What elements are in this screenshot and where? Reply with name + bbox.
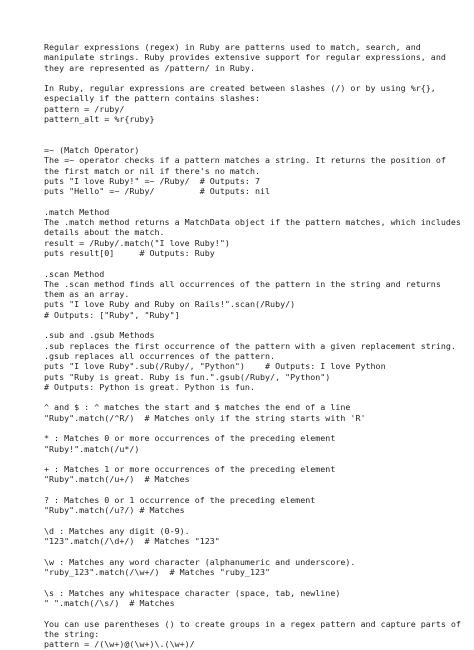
text-line: "Ruby".match(/^R/) # Matches only if the string starts with 'R': [44, 412, 366, 423]
text-line: pattern = /ruby/: [44, 103, 125, 114]
text-line: + : Matches 1 or more occurrences of the preceding element: [44, 464, 336, 475]
text-line: " ".match(/\s/) # Matches: [44, 598, 175, 609]
text-line: =~ (Match Operator): [44, 144, 140, 155]
text-line: [44, 135, 464, 145]
text-line: You can use parentheses () to create groups in a regex pattern and capture parts of: [44, 618, 461, 629]
text-line: The .scan method finds all occurrences of the pattern in the string and returns: [44, 278, 441, 289]
text-line: [44, 196, 464, 206]
text-line: [44, 547, 464, 557]
text-line: ^ and $ : ^ matches the start and $ matches the end of a line: [44, 402, 351, 413]
text-line: [44, 454, 464, 464]
text-line: they are represented as /pattern/ in Ruby.: [44, 62, 255, 73]
text-line: \s : Matches any whitespace character (space, tab, newline): [44, 587, 341, 598]
text-line: [44, 320, 464, 330]
text-line: * : Matches 0 or more occurrences of the preceding element: [44, 433, 336, 444]
text-line: puts "I love Ruby!" =~ /Ruby/ # Outputs: 7: [44, 175, 261, 186]
text-line: manipulate strings. Ruby provides extensive support for regular expressions, and: [44, 52, 446, 63]
text-line: .scan Method: [44, 268, 105, 279]
text-line: [44, 485, 464, 495]
text-line: "Ruby".match(/u?/) # Matches: [44, 505, 185, 516]
text-line: # Outputs: ["Ruby", "Ruby"]: [44, 309, 180, 320]
text-line: "Ruby!".match(/u*/): [44, 443, 140, 454]
text-line: puts result[0] # Outputs: Ruby: [44, 247, 215, 258]
text-line: details about the match.: [44, 227, 165, 238]
document-body: [44, 42, 464, 650]
text-line: .sub and .gsub Methods: [44, 330, 155, 341]
text-line: the first match or nil if there's no match.: [44, 165, 261, 176]
text-line: [44, 73, 464, 83]
text-line: puts "I love Ruby".sub(/Ruby/, "Python") # Outputs: I love Python: [44, 361, 386, 372]
text-line: [44, 577, 464, 587]
text-line: .gsub replaces all occurrences of the pattern.: [44, 350, 276, 361]
text-line: them as an array.: [44, 289, 130, 300]
text-line: Regular expressions (regex) in Ruby are patterns used to match, search, and: [44, 42, 421, 52]
text-line: [44, 392, 464, 402]
text-line: [44, 516, 464, 526]
text-line: especially if the pattern contains slashes:: [44, 93, 261, 104]
text-line: pattern_alt = %r{ruby}: [44, 114, 155, 125]
text-line: the string:: [44, 628, 100, 639]
text-line: "Ruby".match(/u+/) # Matches: [44, 474, 190, 485]
text-line: [44, 258, 464, 268]
text-line: # Outputs: Python is great. Python is fun.: [44, 381, 255, 392]
text-line: The .match method returns a MatchData object if the pattern matches, which includes: [44, 217, 461, 228]
text-line: puts "I love Ruby and Ruby on Rails!".scan(/Ruby/): [44, 299, 296, 310]
text-line: \w : Matches any word character (alphanumeric and underscore).: [44, 556, 356, 567]
text-line: In Ruby, regular expressions are created between slashes (/) or by using %r{},: [44, 83, 436, 94]
text-line: ? : Matches 0 or 1 occurrence of the preceding element: [44, 495, 316, 506]
text-line: "123".match(/\d+/) # Matches "123": [44, 536, 220, 547]
text-line: pattern = /(\w+)@(\w+)\.(\w+)/: [44, 639, 195, 650]
text-line: \d : Matches any digit (0-9).: [44, 525, 190, 536]
text-line: puts "Hello" =~ /Ruby/ # Outputs: nil: [44, 186, 271, 197]
text-line: [44, 124, 464, 134]
text-line: result = /Ruby/.match("I love Ruby!"): [44, 237, 230, 248]
text-line: puts "Ruby is great. Ruby is fun.".gsub(/Ruby/, "Python"): [44, 371, 331, 382]
text-line: The =~ operator checks if a pattern matches a string. It returns the position of: [44, 155, 446, 166]
text-line: .match Method: [44, 206, 110, 217]
text-line: [44, 608, 464, 618]
text-line: .sub replaces the first occurrence of the pattern with a given replacement string.: [44, 340, 456, 351]
text-line: "ruby_123".match(/\w+/) # Matches "ruby_123": [44, 567, 271, 578]
text-line: [44, 423, 464, 433]
